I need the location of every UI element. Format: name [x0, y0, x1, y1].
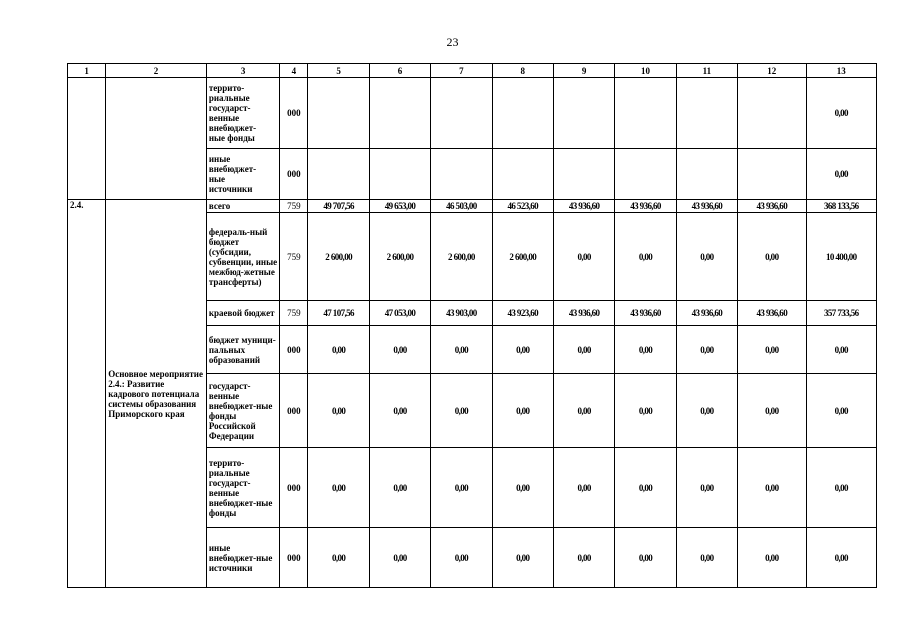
value-cell: 43 903,00	[431, 301, 492, 326]
value-cell: 43 936,60	[615, 200, 676, 213]
value-cell: 0,00	[738, 326, 806, 374]
measure-name: Основное мероприятие 2.4.: Развитие кадрового потенциала системы образования Приморского края	[106, 200, 207, 588]
value-cell: 43 936,60	[676, 301, 737, 326]
code-cell: 000	[280, 374, 308, 448]
funding-source: иные внебюджет- ные источники	[206, 149, 279, 200]
measure-cell	[106, 78, 207, 200]
total-cell: 0,00	[806, 528, 876, 588]
header-row	[68, 64, 877, 78]
header-cell: 6	[369, 64, 430, 78]
value-cell: 0,00	[369, 326, 430, 374]
funding-source: федераль-ный бюджет (субсидии, субвенции, иные межбюд-жетные трансферты)	[206, 213, 279, 301]
value-cell: 46 523,60	[492, 200, 553, 213]
value-cell: 46 503,00	[431, 200, 492, 213]
funding-source: иные внебюджет-ные источники	[206, 528, 279, 588]
header-cell: 11	[676, 64, 737, 78]
value-cell: 0,00	[615, 326, 676, 374]
measure-id: 2.4.	[68, 200, 106, 588]
header-cell: 10	[615, 64, 676, 78]
value-cell: 0,00	[492, 528, 553, 588]
total-cell: 0,00	[806, 149, 876, 200]
value-cell: 0,00	[308, 374, 369, 448]
value-cell: 43 936,60	[738, 200, 806, 213]
value-cell: 0,00	[369, 528, 430, 588]
header-cell: 2	[106, 64, 207, 78]
value-cell: 0,00	[492, 374, 553, 448]
value-cell: 0,00	[676, 448, 737, 528]
code-cell: 759	[280, 200, 308, 213]
value-cell: 0,00	[553, 374, 614, 448]
code-cell: 759	[280, 213, 308, 301]
value-cell: 2 600,00	[492, 213, 553, 301]
value-cell: 0,00	[553, 528, 614, 588]
value-cell: 43 936,60	[553, 200, 614, 213]
value-cell: 0,00	[431, 374, 492, 448]
value-cell: 43 936,60	[615, 301, 676, 326]
funding-source: всего	[206, 200, 279, 213]
header-cell: 1	[68, 64, 106, 78]
value-cell: 0,00	[308, 326, 369, 374]
header-cell: 5	[308, 64, 369, 78]
value-cell: 47 107,56	[308, 301, 369, 326]
value-cell: 0,00	[676, 528, 737, 588]
value-cell: 0,00	[615, 528, 676, 588]
value-cell: 0,00	[615, 374, 676, 448]
code-cell: 000	[280, 448, 308, 528]
funding-source: террито-риальные государст-венные внебюджет-ные фонды	[206, 448, 279, 528]
value-cell: 0,00	[553, 326, 614, 374]
code-cell: 000	[280, 326, 308, 374]
header-cell: 7	[431, 64, 492, 78]
value-cell: 0,00	[492, 448, 553, 528]
header-cell: 9	[553, 64, 614, 78]
value-cell: 43 936,60	[553, 301, 614, 326]
value-cell: 0,00	[738, 213, 806, 301]
value-cell: 0,00	[676, 326, 737, 374]
code-cell: 000	[280, 149, 308, 200]
id-cell	[68, 78, 106, 200]
total-cell: 0,00	[806, 326, 876, 374]
funding-source: бюджет муници-пальных образований	[206, 326, 279, 374]
value-cell: 0,00	[431, 326, 492, 374]
value-cell: 0,00	[676, 374, 737, 448]
header-cell: 13	[806, 64, 876, 78]
value-cell: 0,00	[431, 448, 492, 528]
header-cell: 12	[738, 64, 806, 78]
total-cell: 0,00	[806, 448, 876, 528]
total-cell: 368 133,56	[806, 200, 876, 213]
value-cell: 47 053,00	[369, 301, 430, 326]
funding-source: краевой бюджет	[206, 301, 279, 326]
code-cell: 000	[280, 78, 308, 149]
total-cell: 357 733,56	[806, 301, 876, 326]
value-cell: 0,00	[369, 374, 430, 448]
table-row	[68, 78, 877, 149]
value-cell: 0,00	[738, 448, 806, 528]
value-cell: 43 936,60	[738, 301, 806, 326]
value-cell: 2 600,00	[369, 213, 430, 301]
value-cell: 2 600,00	[308, 213, 369, 301]
value-cell: 0,00	[308, 528, 369, 588]
funding-source: государст-венные внебюджет-ные фонды Российской Федерации	[206, 374, 279, 448]
value-cell: 0,00	[615, 213, 676, 301]
page-number: 23	[446, 35, 459, 49]
code-cell: 759	[280, 301, 308, 326]
value-cell: 43 923,60	[492, 301, 553, 326]
value-cell: 0,00	[738, 374, 806, 448]
value-cell: 0,00	[615, 448, 676, 528]
funding-source: террито- риальные государст- венные внебюджет- ные фонды	[206, 78, 279, 149]
value-cell: 0,00	[492, 326, 553, 374]
value-cell: 43 936,60	[676, 200, 737, 213]
value-cell: 0,00	[738, 528, 806, 588]
code-cell: 000	[280, 528, 308, 588]
budget-table	[67, 63, 877, 588]
value-cell: 0,00	[553, 448, 614, 528]
value-cell: 49 707,56	[308, 200, 369, 213]
total-cell: 0,00	[806, 78, 876, 149]
header-cell: 8	[492, 64, 553, 78]
value-cell: 0,00	[676, 213, 737, 301]
header-cell: 3	[206, 64, 279, 78]
value-cell: 0,00	[431, 528, 492, 588]
total-cell: 10 400,00	[806, 213, 876, 301]
table-row	[68, 200, 877, 213]
value-cell: 49 653,00	[369, 200, 430, 213]
total-cell: 0,00	[806, 374, 876, 448]
value-cell: 0,00	[553, 213, 614, 301]
value-cell: 0,00	[369, 448, 430, 528]
value-cell: 0,00	[308, 448, 369, 528]
header-cell: 4	[280, 64, 308, 78]
value-cell: 2 600,00	[431, 213, 492, 301]
